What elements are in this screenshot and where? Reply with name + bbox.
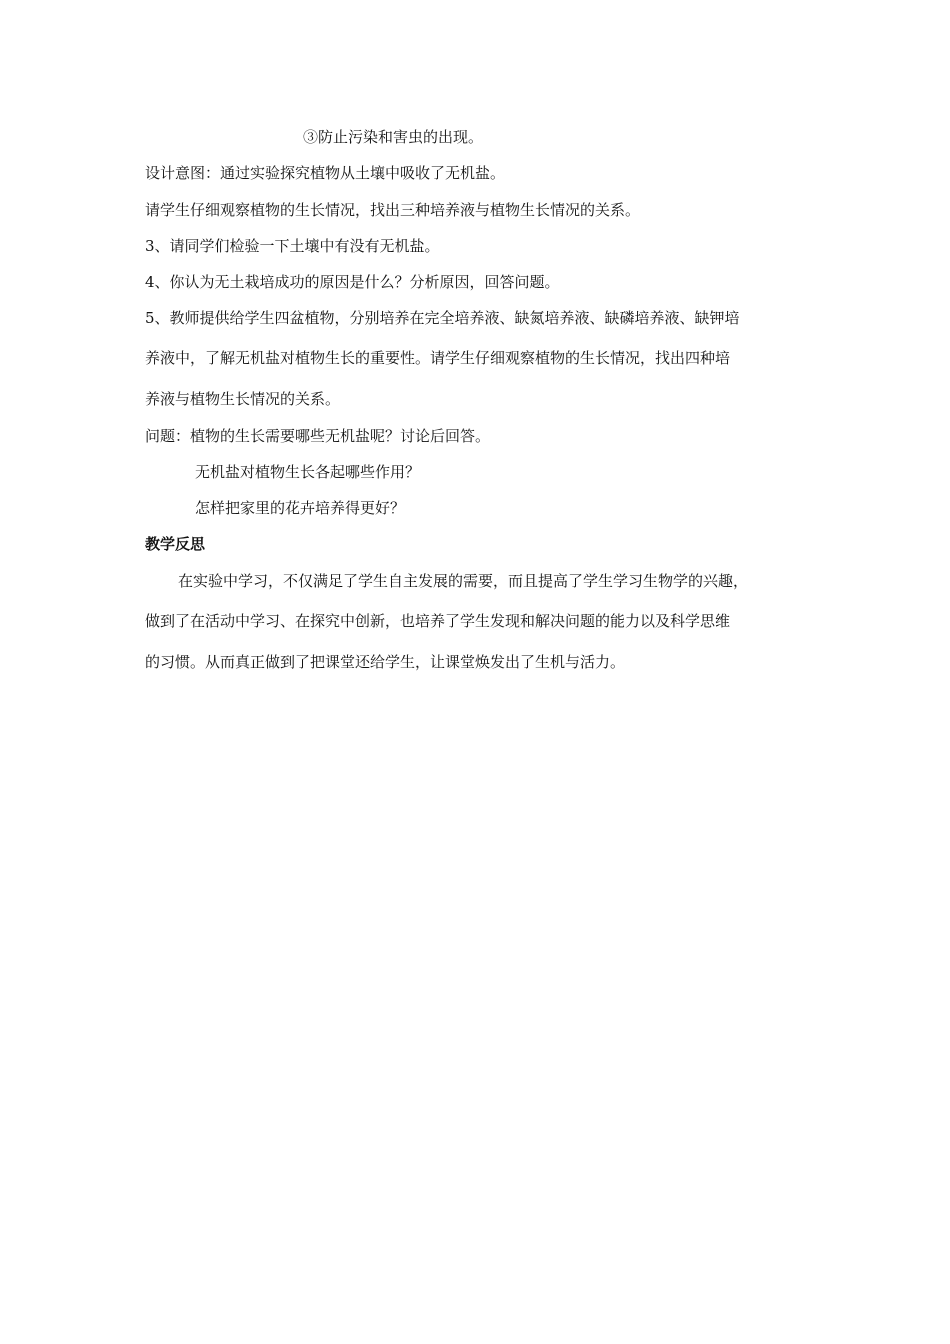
list-item-3: ③防止污染和害虫的出现。 xyxy=(303,128,484,146)
question-sub-1: 无机盐对植物生长各起哪些作用？ xyxy=(195,463,421,481)
paragraph-observe-three: 请学生仔细观察植物的生长情况，找出三种培养液与植物生长情况的关系。 xyxy=(145,201,641,219)
step-3-text: 3、请同学们检验一下土壤中有没有无机盐。 xyxy=(145,237,440,255)
reflection-line-1: 在实验中学习，不仅满足了学生自主发展的需要，而且提高了学生学习生物学的兴趣， xyxy=(178,572,749,590)
reflection-heading: 教学反思 xyxy=(145,535,206,553)
step-5-line-3: 养液与植物生长情况的关系。 xyxy=(145,390,341,408)
reflection-line-3: 的习惯。从而真正做到了把课堂还给学生，让课堂焕发出了生机与活力。 xyxy=(145,653,626,671)
question-sub-2: 怎样把家里的花卉培养得更好？ xyxy=(195,499,406,517)
question-text: 问题：植物的生长需要哪些无机盐呢？讨论后回答。 xyxy=(145,427,491,445)
step-4-text: 4、你认为无土栽培成功的原因是什么？分析原因，回答问题。 xyxy=(145,273,560,291)
design-intent-text: 设计意图：通过实验探究植物从土壤中吸收了无机盐。 xyxy=(145,164,506,182)
reflection-line-2: 做到了在活动中学习、在探究中创新，也培养了学生发现和解决问题的能力以及科学思维 xyxy=(145,612,731,630)
step-5-line-1: 5、教师提供给学生四盆植物，分别培养在完全培养液、缺氮培养液、缺磷培养液、缺钾培 xyxy=(145,309,740,327)
step-5-line-2: 养液中，了解无机盐对植物生长的重要性。请学生仔细观察植物的生长情况，找出四种培 xyxy=(145,349,731,367)
